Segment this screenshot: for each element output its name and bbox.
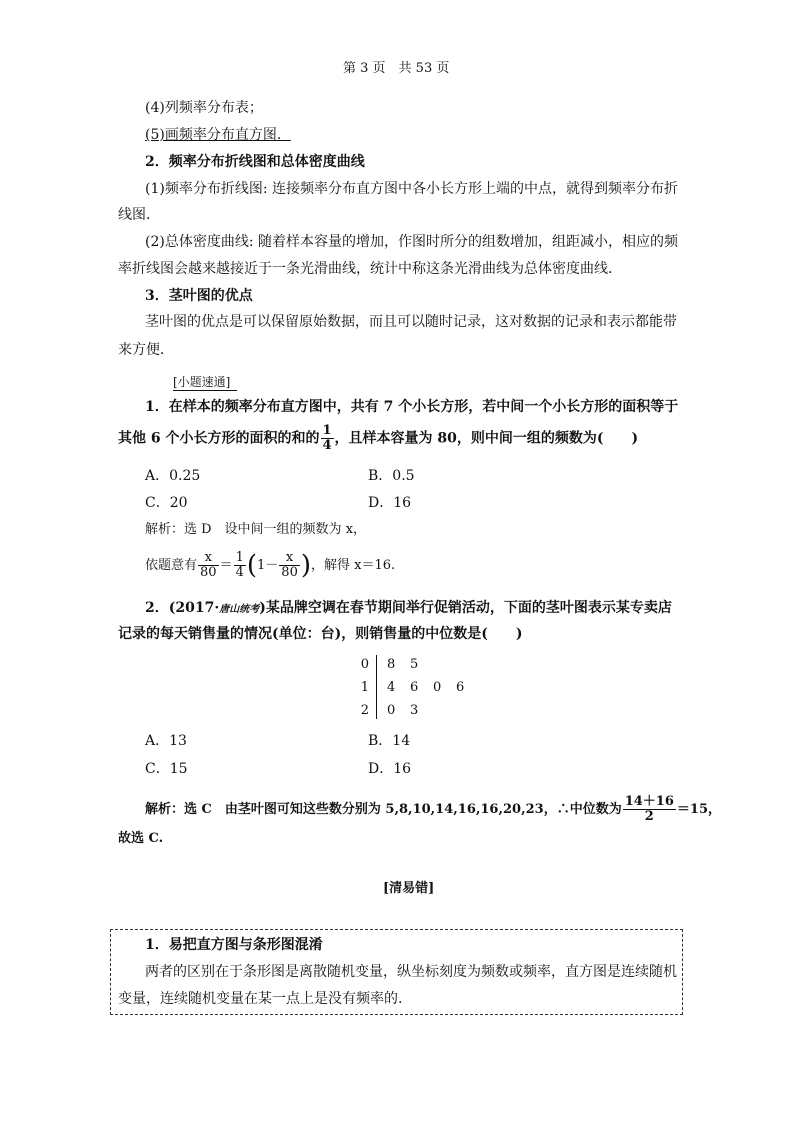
q1-fraction (321, 424, 334, 453)
q1-fraction-num: 1 (322, 423, 332, 438)
q1-solution-line1: 解析：选 D 设中间一组的频数为 x， (145, 522, 367, 537)
q2-sol-post: ＝15， (676, 802, 721, 817)
q1-sol-lparen: ( (246, 550, 258, 581)
q1-option-a: A．0.25 (145, 468, 201, 484)
q1-sol-pre: 依题意有 (145, 558, 198, 573)
q2-sol-pre: 解析：选 C 由茎叶图可知这些数分别为 5,8,10,14,16,16,20,23，∴中位数为 (145, 802, 622, 817)
q2-line2: 记录的每天销售量的情况(单位：台)，则销售量的中位数是( ) (118, 626, 523, 642)
q1-sol-post: ，解得 x＝16. (311, 558, 396, 573)
section-3-line2: 来方便． (118, 342, 174, 358)
q2-line1-post: )某品牌空调在春节期间举行促销活动，下面的茎叶图表示某专卖店 (259, 600, 672, 616)
q1-sol-frac1 (198, 551, 219, 580)
q1-sol-frac3 (279, 551, 300, 580)
leaf-value: 5 (410, 657, 419, 672)
q1-sol-frac3-num: x (279, 551, 300, 566)
error-note-line2: 变量，连续随机变量在某一点上是没有频率的. (118, 991, 403, 1007)
section-3-line1: 茎叶图的优点是可以保留原始数据，而且可以随时记录，这对数据的记录和表示都能带 (145, 314, 677, 330)
section-2-p2-line1: (2)总体密度曲线: 随着样本容量的增加，作图时所分的组数增加，组距减小，相应的频 (145, 234, 678, 250)
q2-source: 唐山统考 (219, 604, 260, 615)
error-note-title: 1．易把直方图与条形图混淆 (145, 937, 323, 953)
page-number: 第 3 页 共 53 页 (343, 61, 450, 76)
q1-line1: 1．在样本的频率分布直方图中，共有 7 个小长方形，若中间一个小长方形的面积等于 (145, 399, 679, 415)
leaf-value: 6 (410, 680, 419, 695)
q1-line2 (118, 424, 638, 453)
leaf-value: 6 (456, 680, 465, 695)
stem-value: 1 (360, 680, 369, 695)
q1-sol-inner: 1－ (257, 558, 279, 573)
section-2-title: 2．频率分布折线图和总体密度曲线 (145, 154, 365, 170)
q2-solution-line2: 故选 C. (118, 831, 164, 846)
drill-title: [小题速通] (173, 375, 231, 389)
q2-solution-line1 (145, 795, 721, 824)
q1-sol-frac3-den: 80 (281, 565, 298, 580)
drill-title-underline (173, 390, 237, 391)
q2-line1-pre: 2．(2017· (145, 600, 220, 616)
stem-value: 2 (360, 703, 369, 718)
q1-sol-frac2-num: 1 (235, 550, 244, 565)
stem-leaf-divider (376, 655, 377, 719)
leaf-value: 8 (387, 657, 396, 672)
leaf-value: 3 (410, 703, 419, 718)
q1-sol-frac2 (234, 551, 246, 580)
section-2-p1-line2: 线图． (118, 207, 160, 223)
q2-option-b: B．14 (368, 733, 411, 749)
q1-sol-frac1-den: 80 (200, 565, 217, 580)
section-2-p2-line2: 率折线图会越来越接近于一条光滑曲线，统计中称这条光滑曲线为总体密度曲线． (118, 261, 622, 277)
q2-line1 (145, 599, 672, 619)
stem-value: 0 (360, 657, 369, 672)
q1-sol-rparen: ) (300, 550, 311, 581)
q2-option-a: A．13 (145, 733, 187, 749)
q1-sol-frac1-num: x (198, 551, 219, 566)
q1-option-c: C．20 (145, 495, 188, 511)
leaf-value: 4 (387, 680, 396, 695)
q2-sol-frac-num: 14＋16 (624, 794, 674, 809)
section-2-p1-line1: (1)频率分布折线图: 连接频率分布直方图中各小长方形上端的中点，就得到频率分布折 (145, 181, 678, 197)
leaf-value: 0 (433, 680, 442, 695)
leaf-value: 0 (387, 703, 396, 718)
q1-option-b: B．0.5 (368, 468, 415, 484)
q1-option-d: D．16 (368, 495, 412, 511)
q2-sol-frac-den: 2 (644, 809, 654, 824)
q1-sol-frac2-den: 4 (235, 565, 244, 580)
errors-title: [清易错] (383, 881, 435, 896)
step-5: (5)画频率分布直方图． (145, 127, 291, 143)
q1-sol-eq: ＝ (219, 558, 233, 573)
q1-fraction-den: 4 (322, 438, 332, 453)
section-3-title: 3．茎叶图的优点 (145, 288, 253, 304)
error-note-line1: 两者的区别在于条形图是离散随机变量，纵坐标刻度为频数或频率，直方图是连续随机 (145, 964, 677, 980)
q1-line2-pre: 其他 6 个小长方形的面积的和的 (118, 430, 320, 447)
q2-option-c: C．15 (145, 761, 188, 777)
step-4: (4)列频率分布表； (145, 100, 263, 116)
q1-line2-post: ，且样本容量为 80，则中间一组的频数为( ) (334, 430, 639, 447)
q2-sol-frac (623, 795, 676, 824)
q2-option-d: D．16 (368, 761, 412, 777)
q1-solution-line2 (145, 551, 395, 580)
